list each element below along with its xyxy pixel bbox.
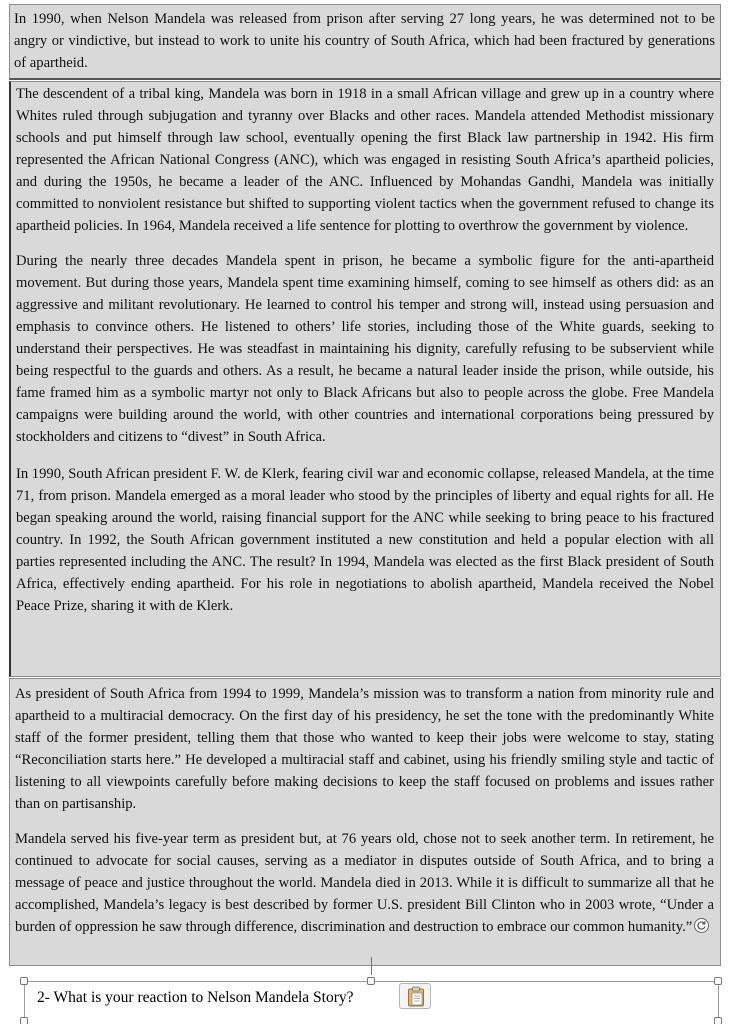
resize-handle-bottom-left[interactable]	[20, 1017, 28, 1024]
refresh-icon[interactable]	[694, 918, 709, 933]
biography-block	[9, 81, 721, 677]
paragraph-presidency: As president of South Africa from 1994 to 1999, Mandela’s mission was to transform a nation from minority rule and apartheid to a multiracial democracy. On the first day of his presidency, he set the tone with the predominantly White staff of the former president, telling them that those who wanted to keep their jobs were welcome to stay, stating “Reconciliation starts here.” He developed a multiracial staff and cabinet, using his friendly smiling style and tactic of listening to all viewpoints carefully before making decisions to keep the staff focused on problems and issues rather than on partisanship.	[15, 686, 714, 812]
resize-handle-bottom-right[interactable]	[714, 1017, 722, 1024]
question-text[interactable]: 2- What is your reaction to Nelson Mandela Story?	[37, 989, 354, 1006]
presidency-block	[9, 678, 721, 966]
resize-handle-top-left[interactable]	[20, 977, 28, 985]
resize-handle-top-right[interactable]	[714, 977, 722, 985]
paste-options-button[interactable]	[399, 983, 431, 1009]
rotate-handle-stem	[371, 957, 372, 975]
paragraph-legacy: Mandela served his five-year term as president but, at 76 years old, chose not to seek another term. In retirement, he continued to advocate for social causes, serving as a mediator in disputes outside of South Africa, and to bring a message of peace and justice throughout the world. Mandela died in 2013. While it is difficult to summarize all that he accomplished, Mandela’s legacy is best described by former U.S. president Bill Clinton who in 2003 wrote, “Under a burden of oppression he saw through difference, discrimination and destruction to embrace our common humanity.”	[15, 831, 714, 935]
resize-handle-top-center[interactable]	[367, 977, 375, 985]
intro-paragraph: In 1990, when Nelson Mandela was released from prison after serving 27 long years, he was determined not to be angry or vindictive, but instead to work to unite his country of South Africa, which had been fractured by generations of apartheid.	[14, 11, 715, 71]
intro-block	[9, 4, 721, 80]
paragraph-release: In 1990, South African president F. W. de Klerk, fearing civil war and economic collapse, released Mandela, at the time 71, from prison. Mandela emerged as a moral leader who stood by the principles of liberty and equal rights for all. He began speaking around the world, raising financial support for the ANC while seeking to bring peace to his fractured country. In 1992, the South African government instituted a new constitution and held a popular election with all parties represented including the ANC. The result? In 1994, Mandela was elected as the first Black president of South Africa, effectively ending apartheid. For his role in negotiations to abolish apartheid, Mandela received the Nobel Peace Prize, sharing it with de Klerk.	[16, 466, 714, 614]
paste-options-icon	[407, 986, 425, 1007]
paragraph-prison-years: During the nearly three decades Mandela spent in prison, he became a symbolic figure for the anti-apartheid movement. But during those years, Mandela spent time examining himself, coming to see himself as others did: as an aggressive and militant revolutionary. He learned to control his temper and strong will, instead using persuasion and emphasis to convince others. He listened to others’ life stories, including those of the White guards, seeking to understand their perspectives. He was steadfast in maintaining his dignity, carefully refusing to be subservient while being respectful to the guards and others. As a result, he became a natural leader inside the prison, while outside, his fame framed him as a symbolic martyr not only to Black Africans but also to people across the globe. Free Mandela campaigns were building around the world, with other countries and international corporations being pressured by stockholders and citizens to “divest” in South Africa.	[16, 253, 714, 445]
paragraph-early-life: The descendent of a tribal king, Mandela was born in 1918 in a small African village and grew up in a country where Whites ruled through subjugation and tyranny over Blacks and other races. Mandela attended Methodist missionary schools and put himself through law school, eventually opening the first Black law partnership in 1942. His firm represented the African National Congress (ANC), which was engaged in resisting South Africa’s apartheid policies, and during the 1950s, he became a leader of the ANC. Influenced by Mohandas Gandhi, Mandela was initially committed to nonviolent resistance but shifted to supporting violent tactics when the government refused to change its apartheid policies. In 1964, Mandela received a life sentence for plotting to overthrow the government by violence.	[16, 86, 714, 234]
